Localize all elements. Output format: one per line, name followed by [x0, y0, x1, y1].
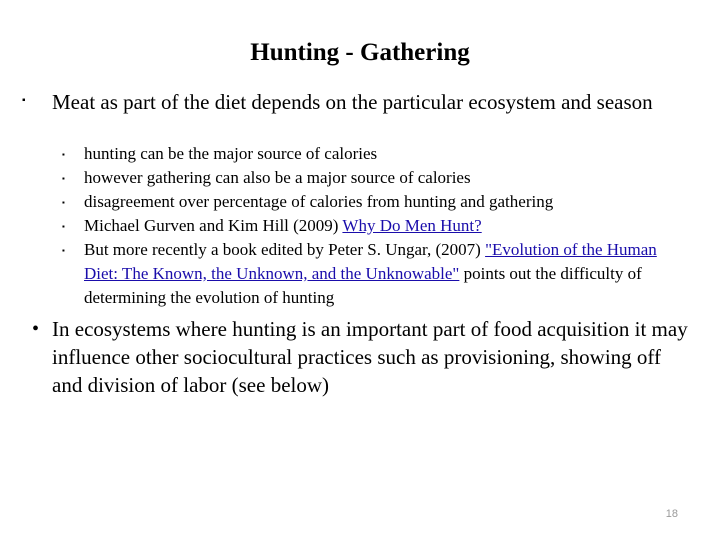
sub-item-text: disagreement over percentage of calories from hunting and gathering [84, 192, 554, 211]
square-bullet-icon: ▪ [62, 246, 65, 255]
sub-item-text: hunting can be the major source of calories [84, 144, 378, 163]
page-number: 18 [665, 508, 678, 520]
slide-title: Hunting - Gathering [250, 39, 470, 66]
square-bullet-icon: ▪ [62, 174, 65, 183]
sub-item-text [84, 214, 684, 238]
sub-item-text: however gathering can also be a major source of calories [84, 168, 471, 187]
round-bullet-icon: • [32, 318, 40, 340]
gurven-prefix: Michael Gurven and Kim Hill (2009) [84, 216, 343, 235]
why-do-men-hunt-link[interactable]: Why Do Men Hunt? [342, 216, 482, 235]
ungar-prefix: But more recently a book edited by Peter S. Ungar, (2007) [84, 240, 486, 259]
evolution-of-human-diet-link[interactable]: "Evolution of the Human Diet: The Known, the Unknown, and the Unknowable" [84, 240, 657, 283]
square-bullet-icon: ▪ [62, 198, 65, 207]
bullet-text: In ecosystems where hunting is an important part of food acquisition it may influence other sociocultural practices such as provisioning, showing off and division of labor (see below) [52, 317, 688, 397]
square-bullet-icon: ▪ [62, 150, 65, 159]
square-bullet-icon: ▪ [22, 95, 26, 106]
square-bullet-icon: ▪ [62, 222, 65, 231]
ungar-suffix: points out the difficulty of determining the evolution of hunting [84, 264, 642, 307]
sub-item-text [84, 238, 684, 310]
bullet-text: Meat as part of the diet depends on the particular ecosystem and season [52, 90, 653, 114]
